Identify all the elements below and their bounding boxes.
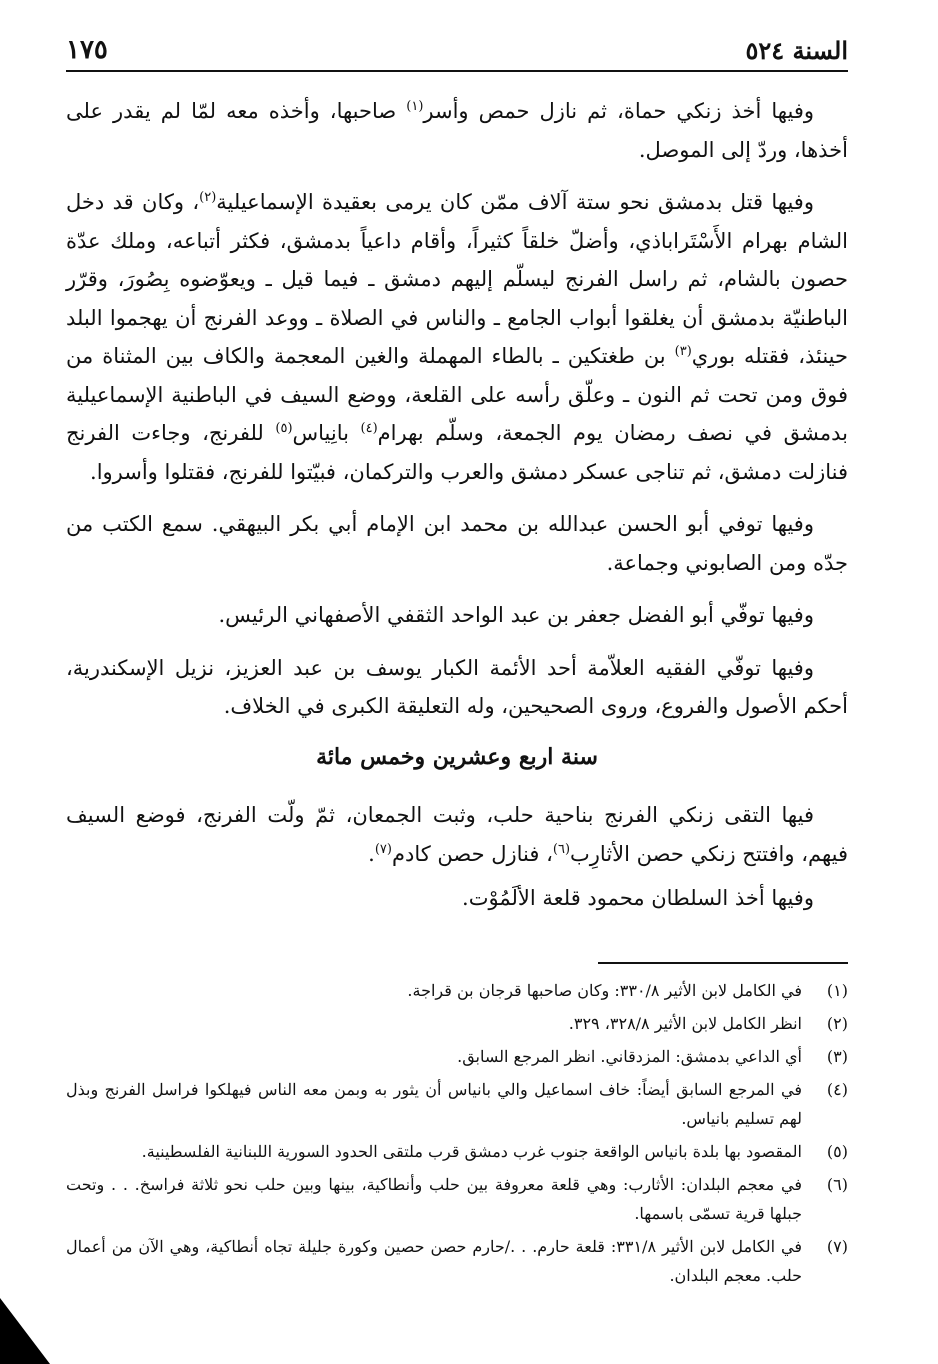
footnote-number: (٤): [826, 1080, 848, 1099]
paragraph-2: [66, 183, 848, 491]
footnote-1: [66, 976, 848, 1005]
footnote-text: في الكامل لابن الأثير ٣٣٠/٨: وكان صاحبها قرجان بن قراجة.: [407, 981, 802, 1000]
footnote-4: [66, 1075, 848, 1133]
main-text: [66, 92, 848, 740]
page-number: ١٧٥: [66, 35, 108, 65]
section-paragraph-2: وفيها أخذ السلطان محمود قلعة الألَمُوْت.: [462, 886, 814, 910]
footnote-6: [66, 1170, 848, 1228]
footnote-5: [66, 1137, 848, 1166]
paragraph-2-text-c: بن طغتكين ـ بالطاء المهملة والغين المعجمة والكاف بين المثناة من فوق ومن تحت ثم النون ـ وعلّق رأسه على القلعة، ووضع السيف في الباطنية الإسماعيلية بدمشق في نصف رمضان يوم الجمعة، وسلّم بهرام: [66, 344, 848, 445]
footnote-2: [66, 1009, 848, 1038]
footnote-text: في الكامل لابن الأثير ٣٣١/٨: قلعة حارم. . ./حارم حصن حصين وكورة جليلة تجاه أنطاكية، وهي الآن من أعمال حلب. معجم البلدان.: [66, 1237, 803, 1285]
section-text: [66, 796, 848, 924]
paragraph-3: وفيها توفي أبو الحسن عبدالله بن محمد ابن الإمام أبي بكر البيهقي. سمع الكتب من جدّه ومن الصابوني وجماعة.: [66, 512, 848, 575]
footnote-number: (٥): [826, 1142, 848, 1161]
section-paragraph-1-text: فيها التقى زنكي الفرنج بناحية حلب، وثبت الجمعان، ثمّ ولّت الفرنج، فوضع السيف فيهم، وافتتح زنكي حصن الأثارِب: [66, 803, 848, 866]
paragraph-4: وفيها توفّي أبو الفضل جعفر بن عبد الواحد الثقفي الأصفهاني الرئيس.: [218, 603, 814, 627]
footnote-ref-7: (٧): [374, 841, 392, 857]
section-paragraph-1-text-b: ، فنازل حصن كادم: [391, 841, 553, 866]
footnote-text: المقصود بها بلدة بانياس الواقعة جنوب غرب دمشق قرب ملتقى الحدود السورية اللبنانية الفلسطينية.: [141, 1142, 802, 1161]
footnote-number: (٧): [826, 1237, 848, 1256]
footnote-text: في المرجع السابق أيضاً: خاف اسماعيل والي بانياس أن يثور به وبمن معه الناس فيهلكوا فراسل الفرنج وبذل لهم تسليم بانياس.: [66, 1080, 802, 1128]
paragraph-2-text-d: بانِياس: [292, 421, 361, 445]
paragraph-2-text: وفيها قتل بدمشق نحو ستة آلاف ممّن كان يرمى بعقيدة الإسماعيلية: [216, 190, 814, 214]
footnote-ref-1: (١): [406, 99, 424, 114]
footnote-ref-3: (٣): [674, 344, 692, 359]
footnote-text: في معجم البلدان: الأثارب: وهي قلعة معروفة بين حلب وأنطاكية، بينها وبين حلب نحو ثلاثة فراسخ. . . وتحت جبلها قرية تسمّى باسمها.: [66, 1175, 802, 1223]
section-heading: سنة اربع وعشرين وخمس مائة: [316, 744, 598, 770]
paragraph-1-text-cont: صاحبها، وأخذه معه لمّا لم يقدر على أخذها، وردّ إلى الموصل.: [66, 99, 848, 162]
footnote-number: (٢): [826, 1014, 848, 1033]
footnote-ref-2: (٢): [199, 190, 217, 205]
footnote-ref-5: (٥): [275, 421, 293, 436]
footnote-3: [66, 1042, 848, 1071]
footnote-ref-6: (٦): [552, 841, 571, 857]
paragraph-2-text-b: ، وكان قد دخل الشام بهرام الأَسْتَراباذي، وأضلّ خلقاً كثيراً، وأقام داعياً بدمشق، فكثر أتباعه، وملك عدّة حصون بالشام، ثم راسل الفرنج ليسلّم إليهم دمشق ـ فيما قيل ـ ويعوّضوه بِصُورَ، وقرّر الباطنيّة بدمشق أن يغلقوا أبواب الجامع ـ والناس في الصلاة ـ ووعد الفرنج أن يهجموا البلد حينئذ، فقتله بوري: [66, 190, 849, 368]
section-paragraph-1-text-c: .: [368, 841, 375, 866]
scan-corner-shadow: [0, 1298, 50, 1364]
footnote-text: انظر الكامل لابن الأثير ٣٢٨/٨، ٣٢٩.: [568, 1014, 802, 1033]
paragraph-5: وفيها توفّي الفقيه العلاّمة أحد الأئمة الكبار يوسف بن عبد العزيز، نزيل الإسكندرية، أحكم الأصول والفروع، وروى الصحيحين، وله التعليقة الكبرى في الخلاف.: [66, 655, 848, 718]
footnote-7: [66, 1232, 848, 1290]
paragraph-2-text-e: للفرنج، وجاءت الفرنج فنازلت دمشق، ثم تناجى عسكر دمشق والعرب والتركمان، فبيّتوا للفرنج، فقتلوا وأسروا.: [66, 421, 848, 484]
running-head-year: السنة ٥٢٤: [745, 35, 848, 65]
footnote-number: (١): [826, 981, 848, 1000]
paragraph-1: [66, 92, 848, 169]
footnote-text: أي الداعي بدمشق: المزدقاني. انظر المرجع السابق.: [457, 1047, 802, 1066]
footnote-ref-4: (٤): [360, 421, 378, 436]
footnote-number: (٣): [826, 1047, 848, 1066]
header-rule: [66, 70, 848, 72]
footnote-number: (٦): [826, 1175, 848, 1194]
running-head: [66, 30, 848, 70]
section-paragraph-1: [66, 796, 848, 873]
footnote-rule: [598, 962, 848, 964]
footnotes: [66, 976, 848, 1294]
paragraph-1-text: وفيها أخذ زنكي حماة، ثم نازل حمص وأسر: [423, 99, 814, 123]
